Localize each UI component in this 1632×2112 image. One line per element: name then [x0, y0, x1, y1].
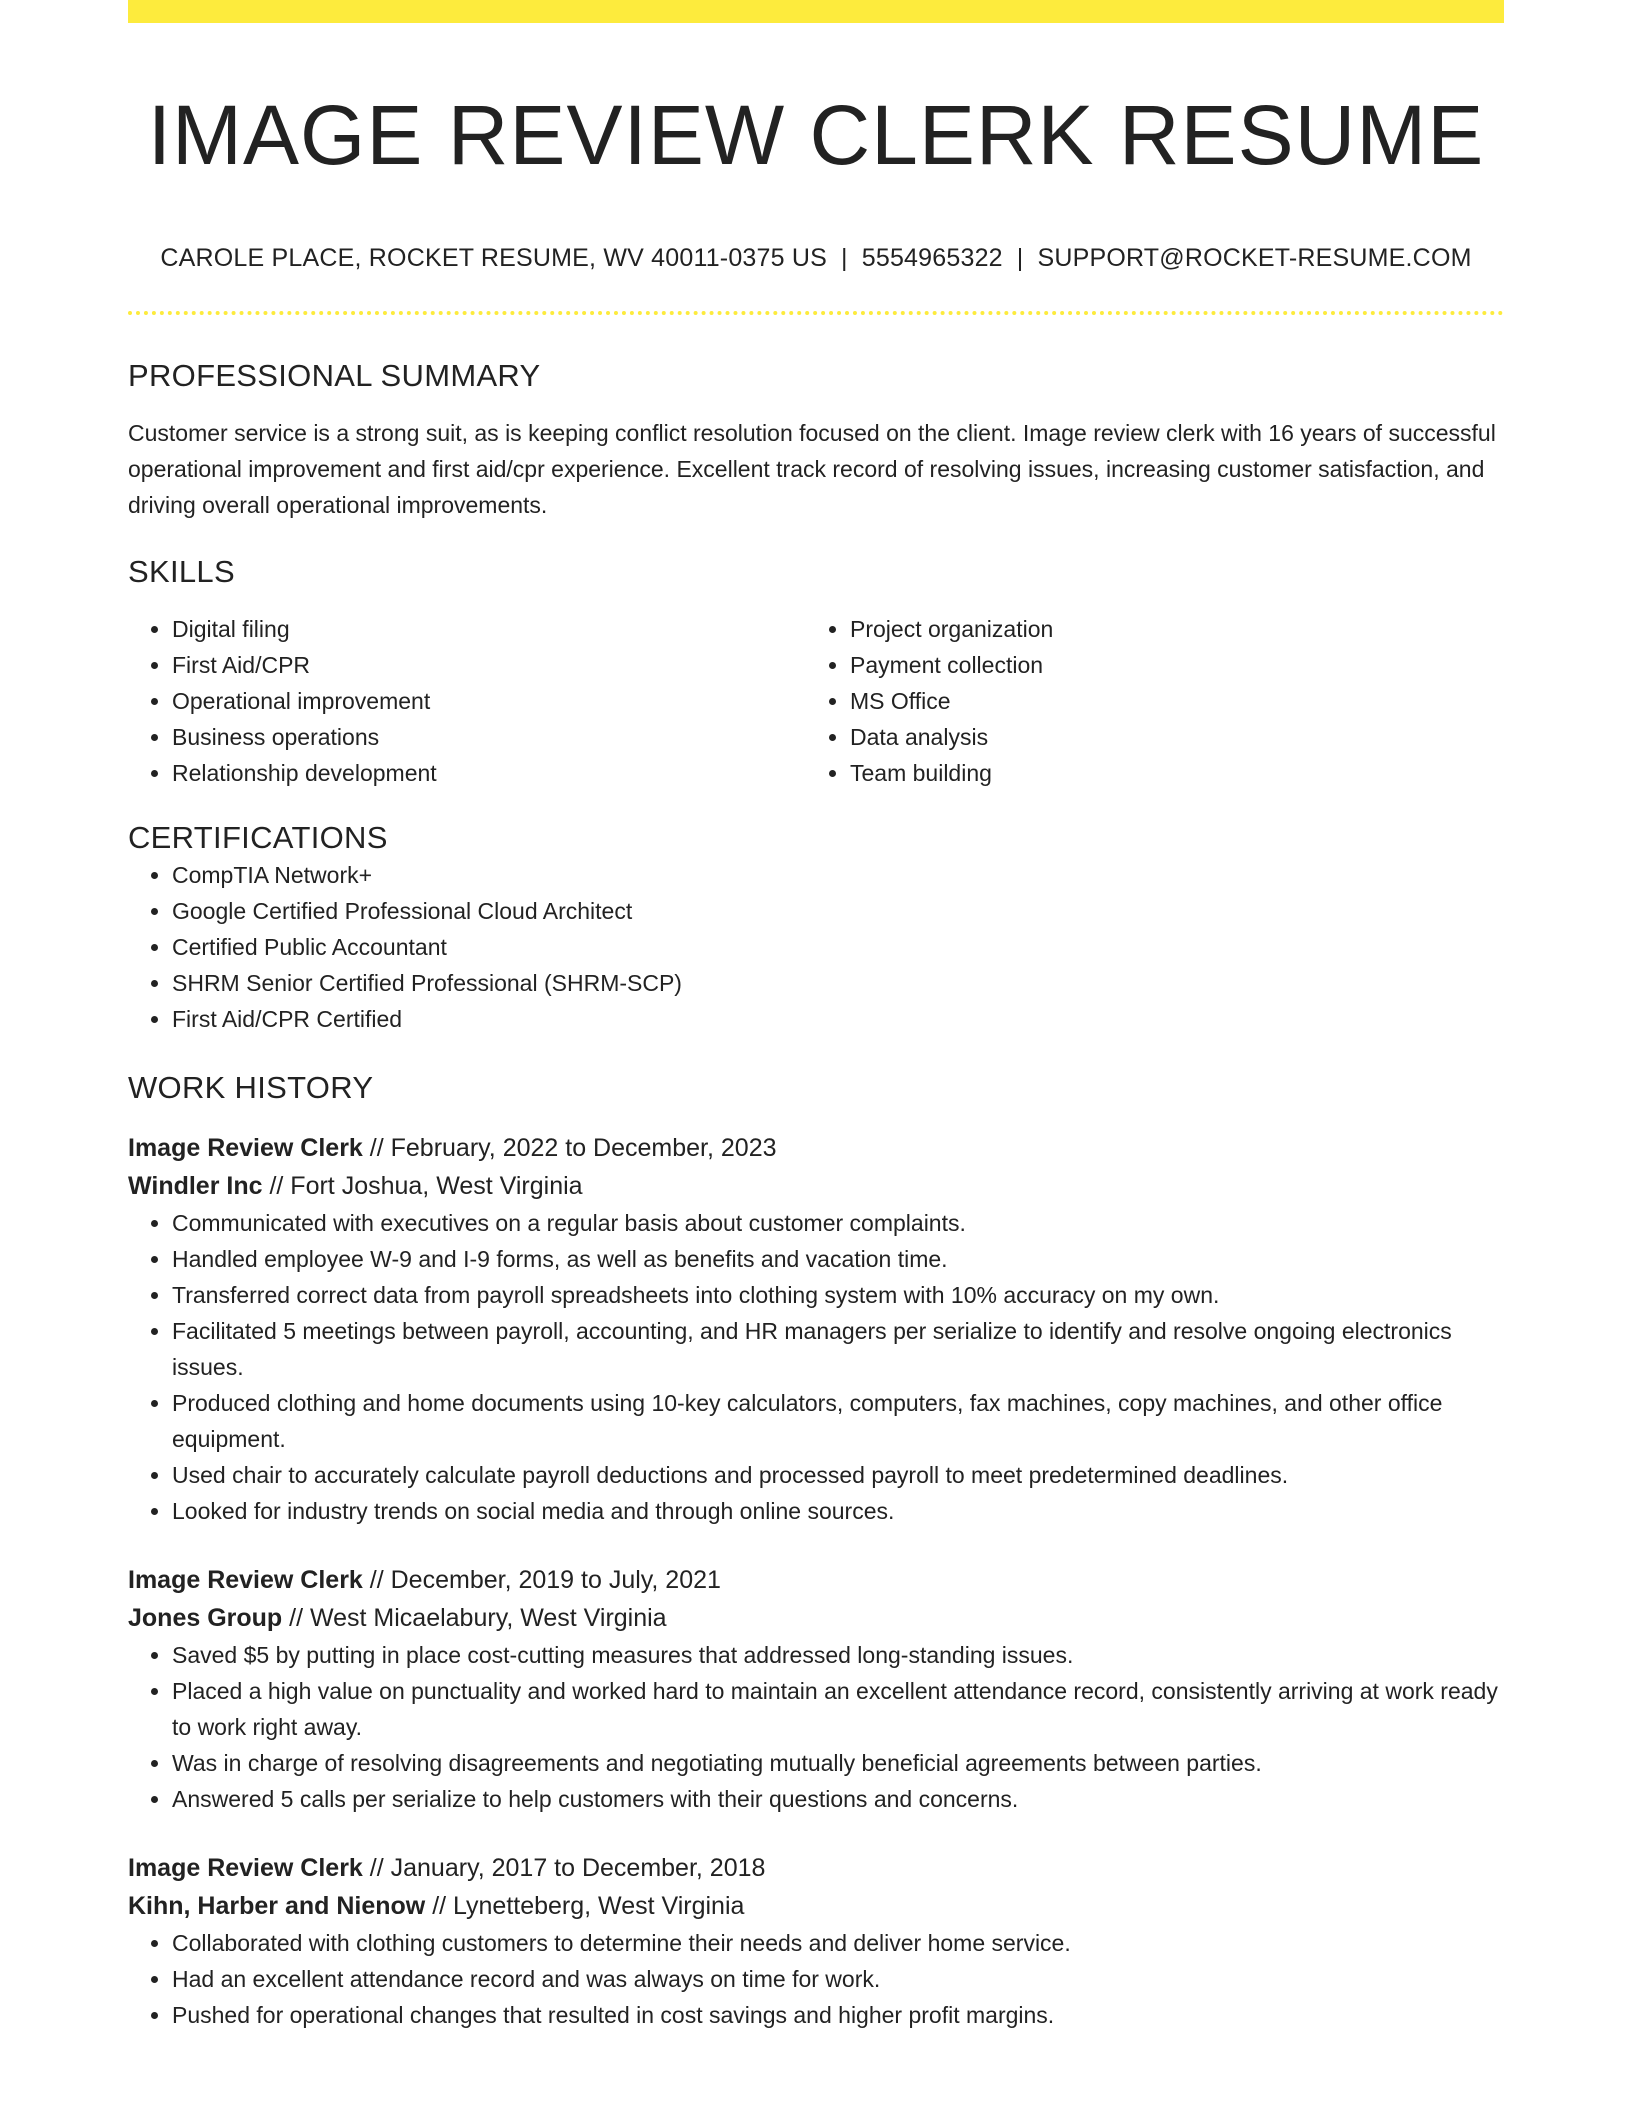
job-dates: // January, 2017 to December, 2018 — [362, 1854, 766, 1882]
skills-heading: SKILLS — [128, 554, 235, 589]
job-entry — [128, 1129, 1504, 1529]
skills-list-left — [128, 611, 806, 791]
skills-grid — [128, 611, 1504, 791]
job-title-line — [128, 1561, 1504, 1599]
job-duties-list — [128, 1925, 1504, 2033]
job-location: // Fort Joshua, West Virginia — [262, 1172, 583, 1200]
certification-item: • SHRM Senior Certified Professional (SHRM-SCP) — [172, 965, 1504, 1001]
certification-item: • First Aid/CPR Certified — [172, 1001, 1504, 1037]
job-company: Kihn, Harber and Nienow — [128, 1892, 426, 1920]
job-duties-list — [128, 1205, 1504, 1529]
skill-item: • Operational improvement — [172, 683, 806, 719]
resume-page — [128, 0, 1504, 2033]
job-role: Image Review Clerk — [128, 1854, 363, 1882]
contact-separator: | — [841, 244, 848, 272]
certifications-list — [128, 857, 1504, 1037]
job-dates: // February, 2022 to December, 2023 — [362, 1134, 777, 1162]
skill-item: • Payment collection — [850, 647, 1484, 683]
job-company-line — [128, 1887, 1504, 1925]
summary-text: Customer service is a strong suit, as is keeping conflict resolution focused on the client. Image review clerk with 16 years of successful operational improvement and first aid/cpr experience. Excellent track record of resolving issues, increasing customer satisfaction, and driving overall operational improvements. — [128, 420, 1496, 518]
job-location: // Lynetteberg, West Virginia — [425, 1892, 745, 1920]
dotted-divider — [128, 311, 1504, 315]
skills-column-left — [128, 611, 806, 791]
job-role: Image Review Clerk — [128, 1134, 363, 1162]
job-company-line — [128, 1599, 1504, 1637]
job-entry — [128, 1849, 1504, 2033]
skill-item: • Business operations — [172, 719, 806, 755]
certification-item: • Certified Public Accountant — [172, 929, 1504, 965]
job-duty-item: • Saved $5 by putting in place cost-cutting measures that addressed long-standing issues. — [172, 1637, 1504, 1673]
certifications-heading: CERTIFICATIONS — [128, 820, 388, 855]
job-location: // West Micaelabury, West Virginia — [282, 1604, 667, 1632]
job-duty-item: • Collaborated with clothing customers to determine their needs and deliver home service. — [172, 1925, 1504, 1961]
job-company-line — [128, 1167, 1504, 1205]
job-title-line — [128, 1849, 1504, 1887]
contact-line — [128, 243, 1504, 273]
job-company: Jones Group — [128, 1604, 283, 1632]
skill-item: • Project organization — [850, 611, 1484, 647]
job-duty-item: • Produced clothing and home documents using 10-key calculators, computers, fax machines, copy machines, and other office equipment. — [172, 1385, 1504, 1457]
summary-heading: PROFESSIONAL SUMMARY — [128, 358, 541, 393]
job-duty-item: • Placed a high value on punctuality and worked hard to maintain an excellent attendance record, consistently arriving at work ready to work right away. — [172, 1673, 1504, 1745]
skill-item: • Team building — [850, 755, 1484, 791]
contact-separator: | — [1016, 244, 1024, 272]
accent-top-bar — [128, 0, 1504, 23]
job-duty-item: • Used chair to accurately calculate payroll deductions and processed payroll to meet predetermined deadlines. — [172, 1457, 1504, 1493]
job-title-line — [128, 1129, 1504, 1167]
job-role: Image Review Clerk — [128, 1566, 363, 1594]
job-duty-item: • Answered 5 calls per serialize to help customers with their questions and concerns. — [172, 1781, 1504, 1817]
contact-address: CAROLE PLACE, ROCKET RESUME, WV 40011-0375 US — [160, 244, 828, 272]
skill-item: • Digital filing — [172, 611, 806, 647]
skills-column-right — [806, 611, 1484, 791]
job-duty-item: • Had an excellent attendance record and was always on time for work. — [172, 1961, 1504, 1997]
contact-phone: 5554965322 — [861, 244, 1003, 272]
certification-item: • Google Certified Professional Cloud Architect — [172, 893, 1504, 929]
job-duty-item: • Looked for industry trends on social media and through online sources. — [172, 1493, 1504, 1529]
certification-item: • CompTIA Network+ — [172, 857, 1504, 893]
skill-item: • First Aid/CPR — [172, 647, 806, 683]
job-duty-item: • Transferred correct data from payroll spreadsheets into clothing system with 10% accuracy on my own. — [172, 1277, 1504, 1313]
job-duty-item: • Facilitated 5 meetings between payroll, accounting, and HR managers per serialize to identify and resolve ongoing electronics issues. — [172, 1313, 1504, 1385]
page-title: IMAGE REVIEW CLERK RESUME — [147, 88, 1485, 182]
job-dates: // December, 2019 to July, 2021 — [362, 1566, 721, 1594]
job-duties-list — [128, 1637, 1504, 1817]
work-history-heading: WORK HISTORY — [128, 1070, 374, 1105]
skill-item: • MS Office — [850, 683, 1484, 719]
skills-list-right — [806, 611, 1484, 791]
job-duty-item: • Was in charge of resolving disagreements and negotiating mutually beneficial agreements between parties. — [172, 1745, 1504, 1781]
job-company: Windler Inc — [128, 1172, 263, 1200]
skill-item: • Data analysis — [850, 719, 1484, 755]
skill-item: • Relationship development — [172, 755, 806, 791]
job-duty-item: • Pushed for operational changes that resulted in cost savings and higher profit margins. — [172, 1997, 1504, 2033]
job-duty-item: • Communicated with executives on a regular basis about customer complaints. — [172, 1205, 1504, 1241]
job-duty-item: • Handled employee W-9 and I-9 forms, as well as benefits and vacation time. — [172, 1241, 1504, 1277]
job-entry — [128, 1561, 1504, 1817]
contact-email: SUPPORT@ROCKET-RESUME.COM — [1037, 244, 1472, 272]
